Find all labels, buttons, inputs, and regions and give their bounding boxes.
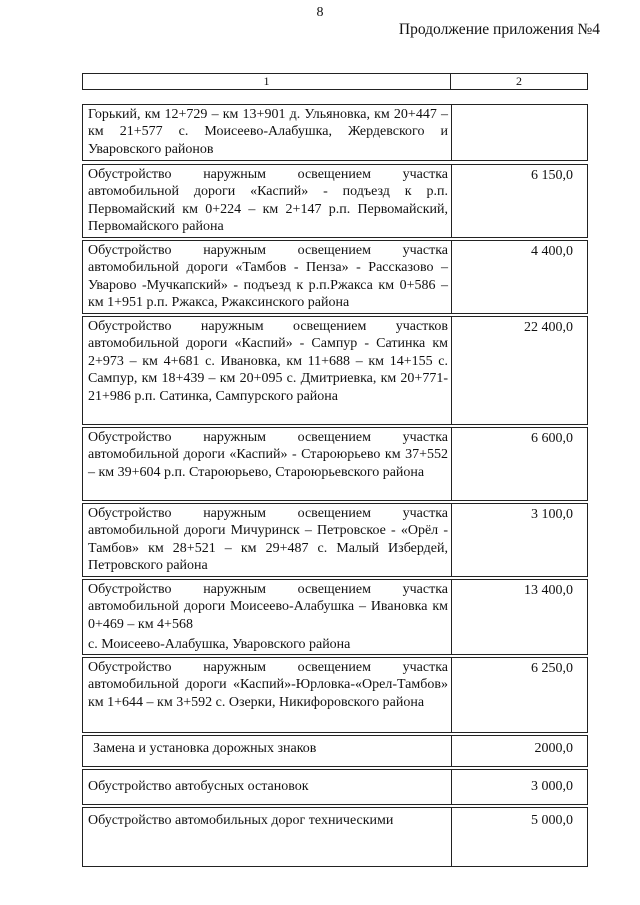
row-amount: 6 150,0 xyxy=(531,168,573,183)
row-description: Обустройство наружным освещением участка автомобильной дороги Мичуринск – Петровское - «Орёл - Тамбов» км 28+521 – км 29+487 с. Малый Избердей, Петровского района xyxy=(83,504,452,576)
table-row xyxy=(82,104,588,161)
row-amount: 22 400,0 xyxy=(524,320,573,335)
table-row xyxy=(82,735,588,767)
table-row xyxy=(82,657,588,733)
continuation-title: Продолжение приложения №4 xyxy=(398,21,600,38)
header-col-2: 2 xyxy=(450,74,587,89)
table-row xyxy=(82,427,588,501)
row-amount: 5 000,0 xyxy=(531,813,573,828)
row-description: Обустройство наружным освещением участка автомобильной дороги «Каспий» - подъезд к р.п. Первомайский км 0+224 – км 2+147 р.п. Первомайский, Первомайского района xyxy=(83,165,452,237)
page-number: 8 xyxy=(316,5,324,20)
table-row xyxy=(82,769,588,805)
table-row xyxy=(82,316,588,425)
header-col-1: 1 xyxy=(263,74,270,88)
row-description: Обустройство наружным освещением участка автомобильной дороги Моисеево-Алабушка – Ивановка км 0+469 – км 4+568 с. Моисеево-Алабушка, Уваровского района xyxy=(83,580,452,654)
row-amount: 6 600,0 xyxy=(531,431,573,446)
row-amount: 3 100,0 xyxy=(531,507,573,522)
row-amount: 6 250,0 xyxy=(531,661,573,676)
table-row xyxy=(82,164,588,238)
row-description: Горький, км 12+729 – км 13+901 д. Ульяновка, км 20+447 – км 21+577 с. Моисеево-Алабушка, Жердевского и Уваровского районов xyxy=(83,105,452,160)
table-row xyxy=(82,240,588,314)
row-amount: 13 400,0 xyxy=(524,583,573,598)
row-amount xyxy=(452,105,587,107)
row-amount: 4 400,0 xyxy=(531,244,573,259)
row-description: Обустройство наружным освещением участка автомобильной дороги «Каспий» - Староюрьево км 37+552 – км 39+604 р.п. Староюрьево, Староюрьевского района xyxy=(83,428,452,500)
row-description: Замена и установка дорожных знаков xyxy=(83,736,452,766)
table-row xyxy=(82,503,588,577)
row-description: Обустройство наружным освещением участка автомобильной дороги «Каспий»-Юрловка-«Орел-Тамбов» км 1+644 – км 3+592 с. Озерки, Никифоровского района xyxy=(83,658,452,732)
row-description: Обустройство автомобильных дорог техническими xyxy=(83,808,452,866)
row-description: Обустройство автобусных остановок xyxy=(83,770,452,804)
table-row xyxy=(82,579,588,655)
row-amount: 3 000,0 xyxy=(531,779,573,794)
row-amount: 2000,0 xyxy=(534,741,573,756)
row-description: Обустройство наружным освещением участка автомобильной дороги «Тамбов - Пенза» - Рассказово – Уварово -Мучкапский» - подъезд к р.п.Ржакса км 0+586 – км 1+951 р.п. Ржакса, Ржаксинского района xyxy=(83,241,452,313)
row-description: Обустройство наружным освещением участков автомобильной дороги «Каспий» - Сампур - Сатинка км 2+973 – км 4+681 с. Ивановка, км 11+688 – км 14+155 с. Сампур, км 18+439 – км 20+095 с. Дмитриевка, км 20+771-21+986 р.п. Сатинка, Сампурского района xyxy=(83,317,452,424)
table-header-row xyxy=(82,73,588,90)
table-row xyxy=(82,807,588,867)
